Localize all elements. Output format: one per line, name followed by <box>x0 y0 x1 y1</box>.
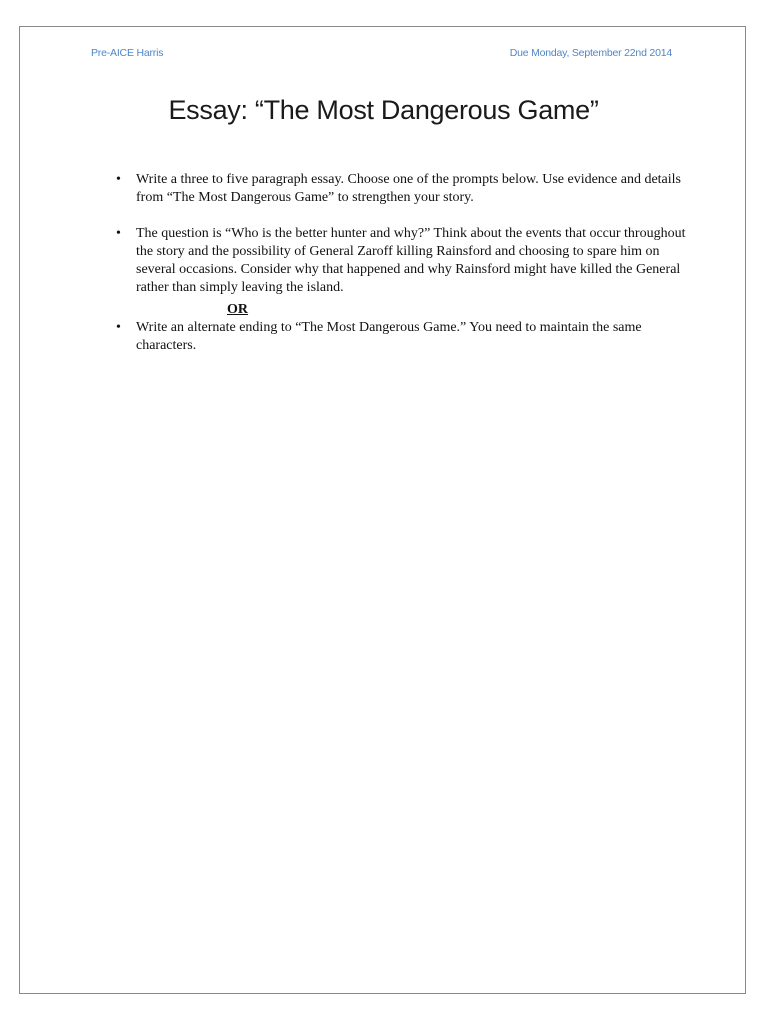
bullet-icon: • <box>116 172 121 187</box>
bullet-text: Write a three to five paragraph essay. Choose one of the prompts below. Use evidence and details from “The Most Dangerous Game” to strengthen your story. <box>136 172 681 205</box>
or-separator: OR <box>227 302 248 317</box>
document-title: Essay: “The Most Dangerous Game” <box>168 95 599 125</box>
header-due-date: Due Monday, September 22nd 2014 <box>509 47 672 59</box>
bullet-item-prompt-1 <box>116 225 686 297</box>
bullet-text: The question is “Who is the better hunter and why?” Think about the events that occur throughout the story and the possibility of General Zaroff killing Rainsford and choosing to spare him on several occasions. Consider why that happened and why Rainsford might have killed the General rather than simply leaving the island. <box>136 226 686 295</box>
header-class-name: Pre-AICE Harris <box>91 47 164 59</box>
bullet-item-instructions <box>116 171 686 207</box>
bullet-text: Write an alternate ending to “The Most Dangerous Game.” You need to maintain the same characters. <box>136 320 642 353</box>
bullet-icon: • <box>116 226 121 241</box>
document-page <box>19 26 746 994</box>
bullet-list <box>116 171 686 355</box>
bullet-item-prompt-2 <box>116 319 686 355</box>
bullet-icon: • <box>116 320 121 335</box>
